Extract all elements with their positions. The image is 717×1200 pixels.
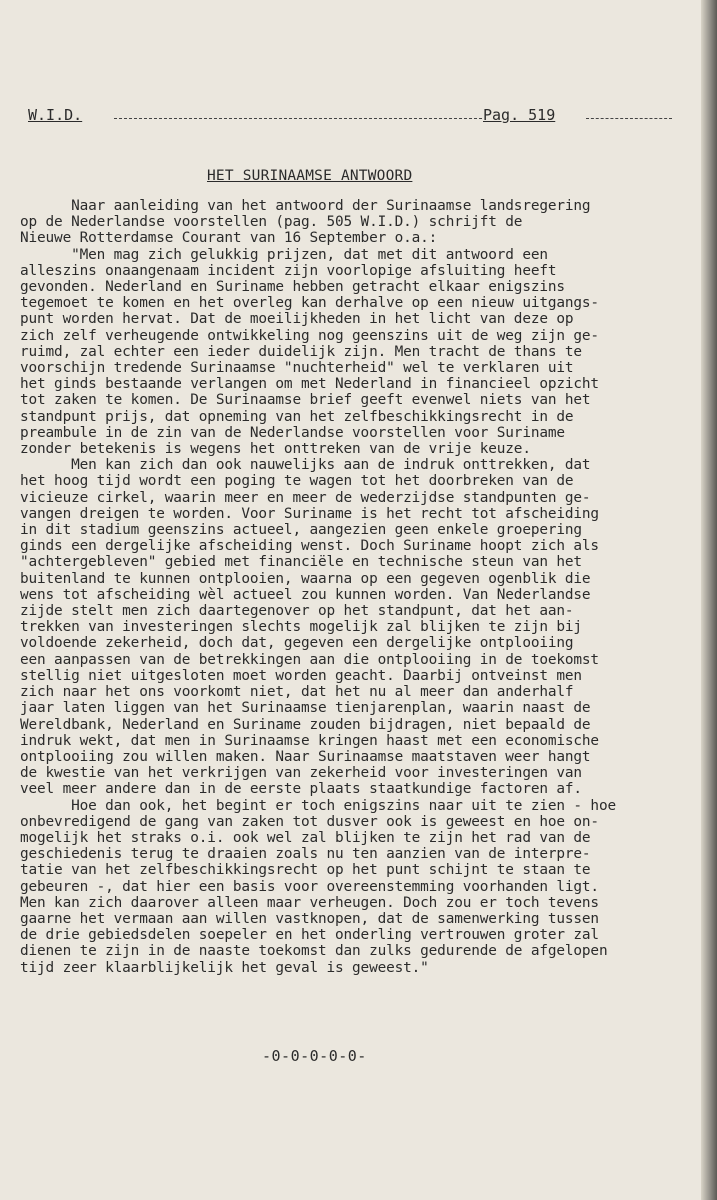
body-line: de kwestie van het verkrijgen van zekerheid voor investeringen van bbox=[20, 765, 582, 782]
body-line: gevonden. Nederland en Suriname hebben getracht elkaar enigszins bbox=[20, 279, 565, 296]
header-publication-code: W.I.D. bbox=[28, 106, 83, 124]
body-line: wens tot afscheiding wèl actueel zou kunnen worden. Van Nederlandse bbox=[20, 586, 591, 603]
body-line: zonder betekenis is wegens het onttreken van de vrije keuze. bbox=[20, 441, 531, 458]
body-line: jaar laten liggen van het Surinaamse tienjarenplan, waarin naast de bbox=[20, 700, 591, 717]
body-line: ruimd, zal echter een ieder duidelijk zijn. Men tracht de thans te bbox=[20, 343, 582, 360]
body-line: zich naar het ons voorkomt niet, dat het nu al meer dan anderhalf bbox=[20, 684, 574, 701]
body-line: ginds een dergelijke afscheiding wenst. Doch Suriname hoopt zich als bbox=[20, 538, 599, 555]
body-line: op de Nederlandse voorstellen (pag. 505 W.I.D.) schrijft de bbox=[20, 214, 523, 231]
body-line: buitenland te kunnen ontplooien, waarna op een gegeven ogenblik die bbox=[20, 570, 591, 587]
body-line: alleszins onaangenaam incident zijn voorlopige afsluiting heeft bbox=[20, 262, 557, 279]
body-line: veel meer andere dan in de eerste plaats staatkundige factoren af. bbox=[20, 781, 582, 798]
body-line: Wereldbank, Nederland en Suriname zouden bijdragen, niet bepaald de bbox=[20, 716, 591, 733]
body-line: standpunt prijs, dat opneming van het zelfbeschikkingsrecht in de bbox=[20, 408, 574, 425]
body-line: "achtergebleven" gebied met financiële en technische steun van het bbox=[20, 554, 582, 571]
body-line: gebeuren -, dat hier een basis voor overeenstemming voorhanden ligt. bbox=[20, 878, 599, 895]
body-line: Men kan zich dan ook nauwelijks aan de indruk onttrekken, dat bbox=[20, 457, 591, 474]
article-body bbox=[20, 198, 665, 976]
body-line: mogelijk het straks o.i. ook wel zal blijken te zijn het rad van de bbox=[20, 829, 591, 846]
body-line: Men kan zich daarover alleen maar verheugen. Doch zou er toch tevens bbox=[20, 894, 599, 911]
body-line: Naar aanleiding van het antwoord der Surinaamse landsregering bbox=[20, 198, 591, 214]
header-rule-end bbox=[586, 118, 672, 119]
article-title: HET SURINAAMSE ANTWOORD bbox=[207, 168, 413, 184]
body-line: tijd zeer klaarblijkelijk het geval is geweest." bbox=[20, 959, 429, 976]
body-line: indruk wekt, dat men in Surinaamse kringen haast met een economische bbox=[20, 732, 599, 749]
body-line: onbevredigend de gang van zaken tot dusver ook is geweest en hoe on- bbox=[20, 813, 599, 830]
body-line: een aanpassen van de betrekkingen aan die ontplooiing in de toekomst bbox=[20, 651, 599, 668]
body-line: het ginds bestaande verlangen om met Nederland in financieel opzicht bbox=[20, 376, 599, 393]
header-rule bbox=[114, 118, 482, 119]
body-line: vicieuze cirkel, waarin meer en meer de wederzijdse standpunten ge- bbox=[20, 489, 591, 506]
body-line: in dit stadium geenszins actueel, aangezien geen enkele groepering bbox=[20, 522, 582, 539]
body-line: stellig niet uitgesloten moet worden geacht. Daarbij ontveinst men bbox=[20, 667, 582, 684]
body-line: preambule in de zin van de Nederlandse voorstellen voor Suriname bbox=[20, 424, 565, 441]
body-line: trekken van investeringen slechts mogelijk zal blijken te zijn bij bbox=[20, 619, 582, 636]
body-line: zijde stelt men zich daartegenover op het standpunt, dat het aan- bbox=[20, 603, 574, 620]
body-line: tatie van het zelfbeschikkingsrecht op het punt schijnt te staan te bbox=[20, 862, 591, 879]
body-line: ontplooiing zou willen maken. Naar Surinaamse maatstaven weer hangt bbox=[20, 748, 591, 765]
body-line: zich zelf verheugende ontwikkeling nog geenszins uit de weg zijn ge- bbox=[20, 327, 599, 344]
body-line: Nieuwe Rotterdamse Courant van 16 September o.a.: bbox=[20, 230, 438, 247]
body-line: Hoe dan ook, het begint er toch enigszins naar uit te zien - hoe bbox=[20, 797, 616, 814]
binding-edge bbox=[701, 0, 717, 1200]
body-line: "Men mag zich gelukkig prijzen, dat met dit antwoord een bbox=[20, 246, 548, 263]
body-line: geschiedenis terug te draaien zoals nu ten aanzien van de interpre- bbox=[20, 846, 591, 863]
body-line: voldoende zekerheid, doch dat, gegeven een dergelijke ontplooiing bbox=[20, 635, 574, 652]
body-line: vangen dreigen te worden. Voor Suriname is het recht tot afscheiding bbox=[20, 505, 599, 522]
body-line: gaarne het vermaan aan willen vastknopen, dat de samenwerking tussen bbox=[20, 910, 599, 927]
header-page-number: Pag. 519 bbox=[483, 106, 556, 124]
body-line: dienen te zijn in de naaste toekomst dan zulks gedurende de afgelopen bbox=[20, 943, 608, 960]
body-line: tot zaken te komen. De Surinaamse brief geeft evenwel niets van het bbox=[20, 392, 591, 409]
body-line: tegemoet te komen en het overleg kan derhalve op een nieuw uitgangs- bbox=[20, 295, 599, 312]
body-line: punt worden hervat. Dat de moeilijkheden in het licht van deze op bbox=[20, 311, 574, 328]
body-line: voorschijn tredende Surinaamse "nuchterheid" wel te verklaren uit bbox=[20, 360, 574, 377]
body-line: de drie gebiedsdelen soepeler en het onderling vertrouwen groter zal bbox=[20, 927, 599, 944]
page-header bbox=[28, 106, 643, 128]
body-line: het hoog tijd wordt een poging te wagen tot het doorbreken van de bbox=[20, 473, 574, 490]
end-marker: -0-0-0-0-0- bbox=[262, 1047, 367, 1065]
